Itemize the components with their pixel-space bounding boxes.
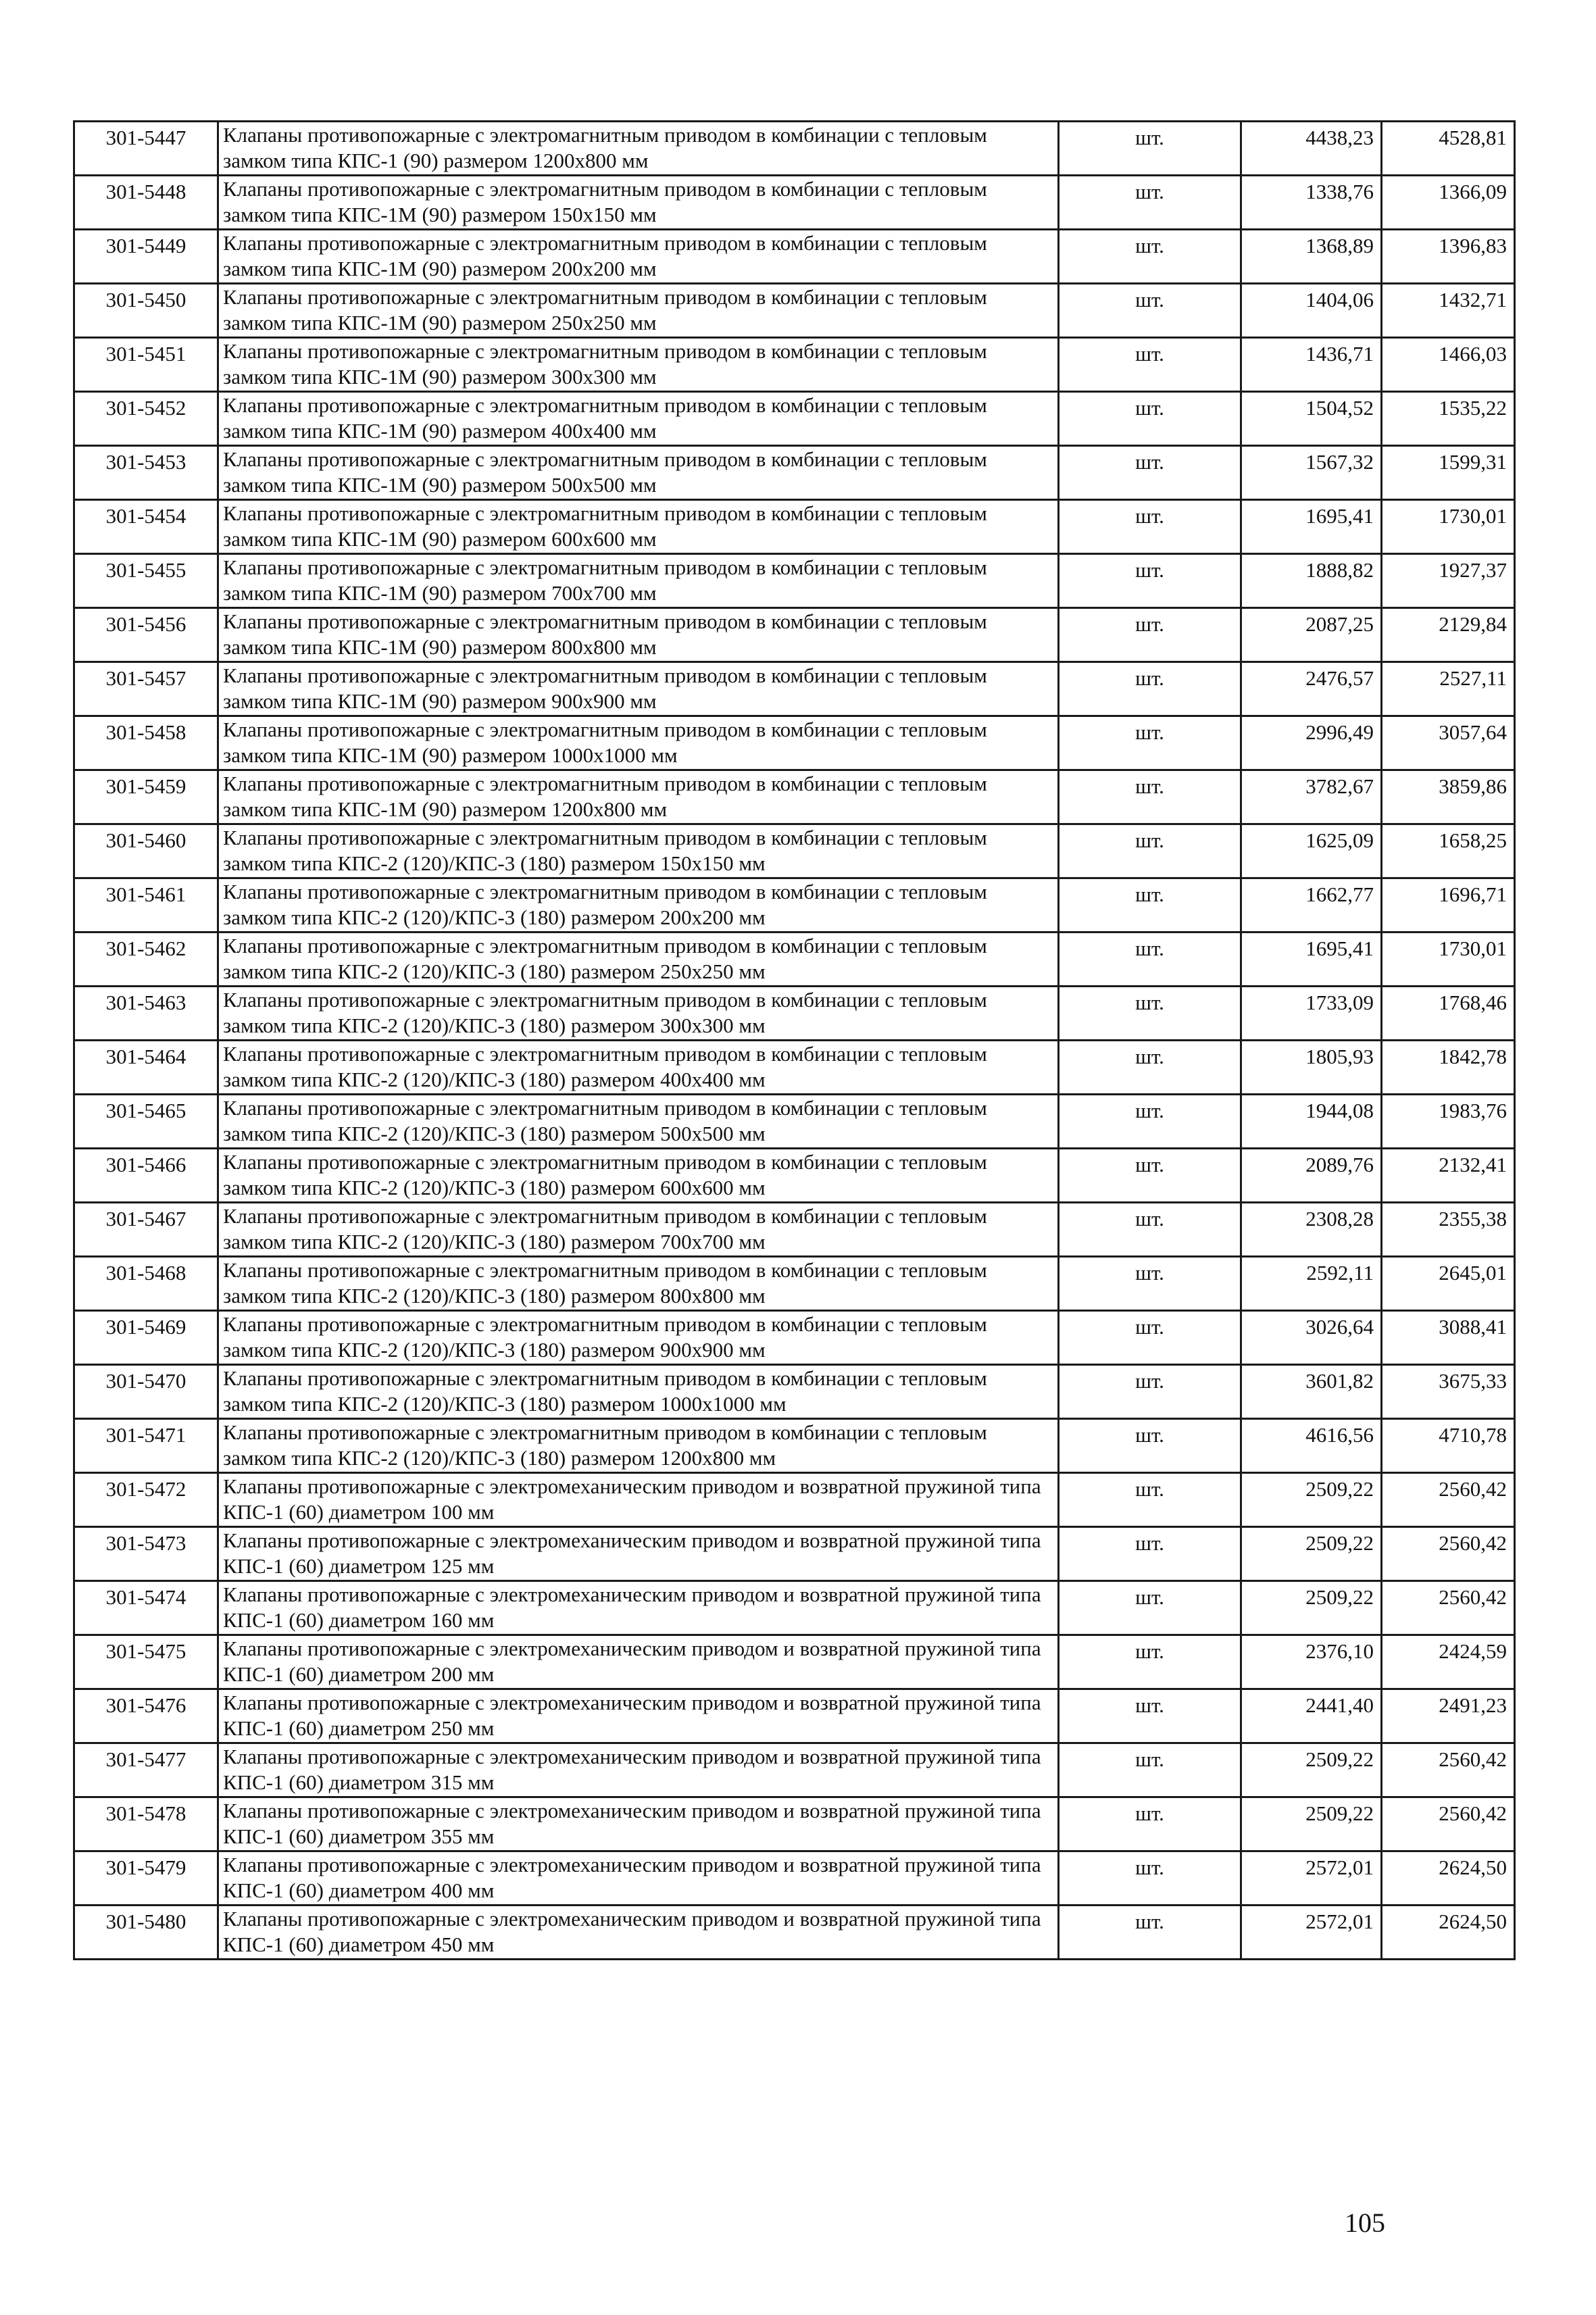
- unit-cell: шт.: [1059, 1581, 1241, 1635]
- unit-cell: шт.: [1059, 1095, 1241, 1149]
- table-row: [74, 230, 1515, 284]
- unit-cell: шт.: [1059, 1797, 1241, 1851]
- description-cell: Клапаны противопожарные с электромеханическим приводом и возвратной пружиной типа КПС-1 (60) диаметром 125 мм: [218, 1527, 1059, 1581]
- price-2-cell: 2624,50: [1382, 1906, 1515, 1960]
- unit-cell: шт.: [1059, 446, 1241, 500]
- price-table: [73, 120, 1516, 1960]
- description-cell: Клапаны противопожарные с электромагнитным приводом в комбинации с тепловым замком типа КПС-1М (90) размером 800x800 мм: [218, 608, 1059, 662]
- price-2-cell: 1927,37: [1382, 554, 1515, 608]
- code-cell: 301-5477: [74, 1743, 218, 1797]
- code-cell: 301-5449: [74, 230, 218, 284]
- price-1-cell: 2376,10: [1241, 1635, 1382, 1689]
- code-cell: 301-5462: [74, 932, 218, 987]
- price-1-cell: 1436,71: [1241, 338, 1382, 392]
- price-1-cell: 1695,41: [1241, 500, 1382, 554]
- description-cell: Клапаны противопожарные с электромагнитным приводом в комбинации с тепловым замком типа КПС-1М (90) размером 1200x800 мм: [218, 770, 1059, 824]
- price-1-cell: 2509,22: [1241, 1743, 1382, 1797]
- table-row: [74, 824, 1515, 878]
- code-cell: 301-5472: [74, 1473, 218, 1527]
- price-1-cell: 1504,52: [1241, 392, 1382, 446]
- unit-cell: шт.: [1059, 1365, 1241, 1419]
- unit-cell: шт.: [1059, 392, 1241, 446]
- unit-cell: шт.: [1059, 1743, 1241, 1797]
- price-1-cell: 2996,49: [1241, 716, 1382, 770]
- table-row: [74, 1311, 1515, 1365]
- price-1-cell: 2476,57: [1241, 662, 1382, 716]
- unit-cell: шт.: [1059, 284, 1241, 338]
- unit-cell: шт.: [1059, 338, 1241, 392]
- price-2-cell: 1768,46: [1382, 987, 1515, 1041]
- table-row: [74, 987, 1515, 1041]
- price-1-cell: 2572,01: [1241, 1906, 1382, 1960]
- table-row: [74, 1906, 1515, 1960]
- code-cell: 301-5478: [74, 1797, 218, 1851]
- unit-cell: шт.: [1059, 824, 1241, 878]
- table-row: [74, 500, 1515, 554]
- unit-cell: шт.: [1059, 932, 1241, 987]
- description-cell: Клапаны противопожарные с электромагнитным приводом в комбинации с тепловым замком типа КПС-2 (120)/КПС-3 (180) размером 250x250 мм: [218, 932, 1059, 987]
- code-cell: 301-5457: [74, 662, 218, 716]
- price-2-cell: 1466,03: [1382, 338, 1515, 392]
- price-1-cell: 2572,01: [1241, 1851, 1382, 1906]
- price-2-cell: 2424,59: [1382, 1635, 1515, 1689]
- table-row: [74, 1365, 1515, 1419]
- description-cell: Клапаны противопожарные с электромагнитным приводом в комбинации с тепловым замком типа КПС-1М (90) размером 150x150 мм: [218, 176, 1059, 230]
- price-2-cell: 1535,22: [1382, 392, 1515, 446]
- code-cell: 301-5448: [74, 176, 218, 230]
- price-2-cell: 4710,78: [1382, 1419, 1515, 1473]
- price-1-cell: 2509,22: [1241, 1581, 1382, 1635]
- table-row: [74, 1473, 1515, 1527]
- unit-cell: шт.: [1059, 662, 1241, 716]
- code-cell: 301-5479: [74, 1851, 218, 1906]
- table-row: [74, 1581, 1515, 1635]
- price-2-cell: 2560,42: [1382, 1473, 1515, 1527]
- unit-cell: шт.: [1059, 176, 1241, 230]
- description-cell: Клапаны противопожарные с электромагнитным приводом в комбинации с тепловым замком типа КПС-1М (90) размером 900x900 мм: [218, 662, 1059, 716]
- description-cell: Клапаны противопожарные с электромагнитным приводом в комбинации с тепловым замком типа КПС-2 (120)/КПС-3 (180) размером 700x700 мм: [218, 1203, 1059, 1257]
- price-1-cell: 1888,82: [1241, 554, 1382, 608]
- table-row: [74, 1041, 1515, 1095]
- price-1-cell: 2441,40: [1241, 1689, 1382, 1743]
- code-cell: 301-5465: [74, 1095, 218, 1149]
- price-2-cell: 2132,41: [1382, 1149, 1515, 1203]
- table-row: [74, 1203, 1515, 1257]
- description-cell: Клапаны противопожарные с электромагнитным приводом в комбинации с тепловым замком типа КПС-2 (120)/КПС-3 (180) размером 400x400 мм: [218, 1041, 1059, 1095]
- description-cell: Клапаны противопожарные с электромеханическим приводом и возвратной пружиной типа КПС-1 (60) диаметром 315 мм: [218, 1743, 1059, 1797]
- price-2-cell: 3859,86: [1382, 770, 1515, 824]
- description-cell: Клапаны противопожарные с электромагнитным приводом в комбинации с тепловым замком типа КПС-1М (90) размером 250x250 мм: [218, 284, 1059, 338]
- price-2-cell: 1396,83: [1382, 230, 1515, 284]
- unit-cell: шт.: [1059, 1419, 1241, 1473]
- table-row: [74, 662, 1515, 716]
- code-cell: 301-5450: [74, 284, 218, 338]
- code-cell: 301-5453: [74, 446, 218, 500]
- description-cell: Клапаны противопожарные с электромеханическим приводом и возвратной пружиной типа КПС-1 (60) диаметром 355 мм: [218, 1797, 1059, 1851]
- table-row: [74, 392, 1515, 446]
- code-cell: 301-5460: [74, 824, 218, 878]
- unit-cell: шт.: [1059, 230, 1241, 284]
- price-2-cell: 3675,33: [1382, 1365, 1515, 1419]
- description-cell: Клапаны противопожарные с электромеханическим приводом и возвратной пружиной типа КПС-1 (60) диаметром 100 мм: [218, 1473, 1059, 1527]
- code-cell: 301-5463: [74, 987, 218, 1041]
- price-2-cell: 2527,11: [1382, 662, 1515, 716]
- description-cell: Клапаны противопожарные с электромеханическим приводом и возвратной пружиной типа КПС-1 (60) диаметром 400 мм: [218, 1851, 1059, 1906]
- table-body: [74, 122, 1515, 1960]
- price-2-cell: 1696,71: [1382, 878, 1515, 932]
- description-cell: Клапаны противопожарные с электромагнитным приводом в комбинации с тепловым замком типа КПС-2 (120)/КПС-3 (180) размером 300x300 мм: [218, 987, 1059, 1041]
- price-2-cell: 3057,64: [1382, 716, 1515, 770]
- price-1-cell: 2592,11: [1241, 1257, 1382, 1311]
- price-1-cell: 4616,56: [1241, 1419, 1382, 1473]
- code-cell: 301-5447: [74, 122, 218, 176]
- unit-cell: шт.: [1059, 1041, 1241, 1095]
- code-cell: 301-5467: [74, 1203, 218, 1257]
- table-row: [74, 338, 1515, 392]
- unit-cell: шт.: [1059, 500, 1241, 554]
- price-2-cell: 2624,50: [1382, 1851, 1515, 1906]
- description-cell: Клапаны противопожарные с электромеханическим приводом и возвратной пружиной типа КПС-1 (60) диаметром 160 мм: [218, 1581, 1059, 1635]
- description-cell: Клапаны противопожарные с электромагнитным приводом в комбинации с тепловым замком типа КПС-2 (120)/КПС-3 (180) размером 600x600 мм: [218, 1149, 1059, 1203]
- price-1-cell: 1695,41: [1241, 932, 1382, 987]
- price-1-cell: 4438,23: [1241, 122, 1382, 176]
- price-2-cell: 2355,38: [1382, 1203, 1515, 1257]
- price-2-cell: 2560,42: [1382, 1581, 1515, 1635]
- description-cell: Клапаны противопожарные с электромагнитным приводом в комбинации с тепловым замком типа КПС-2 (120)/КПС-3 (180) размером 200x200 мм: [218, 878, 1059, 932]
- price-2-cell: 1730,01: [1382, 932, 1515, 987]
- table-row: [74, 554, 1515, 608]
- description-cell: Клапаны противопожарные с электромагнитным приводом в комбинации с тепловым замком типа КПС-2 (120)/КПС-3 (180) размером 900x900 мм: [218, 1311, 1059, 1365]
- price-1-cell: 1567,32: [1241, 446, 1382, 500]
- price-2-cell: 1432,71: [1382, 284, 1515, 338]
- price-1-cell: 1944,08: [1241, 1095, 1382, 1149]
- code-cell: 301-5468: [74, 1257, 218, 1311]
- price-1-cell: 1733,09: [1241, 987, 1382, 1041]
- price-1-cell: 2509,22: [1241, 1473, 1382, 1527]
- code-cell: 301-5475: [74, 1635, 218, 1689]
- description-cell: Клапаны противопожарные с электромеханическим приводом и возвратной пружиной типа КПС-1 (60) диаметром 450 мм: [218, 1906, 1059, 1960]
- price-1-cell: 3026,64: [1241, 1311, 1382, 1365]
- code-cell: 301-5456: [74, 608, 218, 662]
- unit-cell: шт.: [1059, 878, 1241, 932]
- description-cell: Клапаны противопожарные с электромагнитным приводом в комбинации с тепловым замком типа КПС-1М (90) размером 200x200 мм: [218, 230, 1059, 284]
- code-cell: 301-5480: [74, 1906, 218, 1960]
- table-row: [74, 608, 1515, 662]
- unit-cell: шт.: [1059, 1203, 1241, 1257]
- code-cell: 301-5451: [74, 338, 218, 392]
- table-row: [74, 176, 1515, 230]
- description-cell: Клапаны противопожарные с электромагнитным приводом в комбинации с тепловым замком типа КПС-1М (90) размером 500x500 мм: [218, 446, 1059, 500]
- table-row: [74, 1095, 1515, 1149]
- table-row: [74, 1851, 1515, 1906]
- description-cell: Клапаны противопожарные с электромагнитным приводом в комбинации с тепловым замком типа КПС-2 (120)/КПС-3 (180) размером 150x150 мм: [218, 824, 1059, 878]
- unit-cell: шт.: [1059, 1311, 1241, 1365]
- price-1-cell: 2509,22: [1241, 1527, 1382, 1581]
- code-cell: 301-5473: [74, 1527, 218, 1581]
- description-cell: Клапаны противопожарные с электромагнитным приводом в комбинации с тепловым замком типа КПС-1М (90) размером 300x300 мм: [218, 338, 1059, 392]
- price-1-cell: 3782,67: [1241, 770, 1382, 824]
- table-row: [74, 1257, 1515, 1311]
- table-row: [74, 1419, 1515, 1473]
- description-cell: Клапаны противопожарные с электромагнитным приводом в комбинации с тепловым замком типа КПС-2 (120)/КПС-3 (180) размером 1200x800 мм: [218, 1419, 1059, 1473]
- price-1-cell: 2308,28: [1241, 1203, 1382, 1257]
- code-cell: 301-5464: [74, 1041, 218, 1095]
- price-1-cell: 1368,89: [1241, 230, 1382, 284]
- table-row: [74, 1149, 1515, 1203]
- table-row: [74, 932, 1515, 987]
- price-2-cell: 1983,76: [1382, 1095, 1515, 1149]
- unit-cell: шт.: [1059, 122, 1241, 176]
- code-cell: 301-5458: [74, 716, 218, 770]
- unit-cell: шт.: [1059, 1473, 1241, 1527]
- price-1-cell: 1662,77: [1241, 878, 1382, 932]
- price-2-cell: 2560,42: [1382, 1743, 1515, 1797]
- description-cell: Клапаны противопожарные с электромагнитным приводом в комбинации с тепловым замком типа КПС-1М (90) размером 400x400 мм: [218, 392, 1059, 446]
- table-row: [74, 1689, 1515, 1743]
- unit-cell: шт.: [1059, 987, 1241, 1041]
- table-row: [74, 1743, 1515, 1797]
- description-cell: Клапаны противопожарные с электромагнитным приводом в комбинации с тепловым замком типа КПС-2 (120)/КПС-3 (180) размером 1000x1000 мм: [218, 1365, 1059, 1419]
- price-1-cell: 1805,93: [1241, 1041, 1382, 1095]
- unit-cell: шт.: [1059, 608, 1241, 662]
- unit-cell: шт.: [1059, 1635, 1241, 1689]
- code-cell: 301-5459: [74, 770, 218, 824]
- description-cell: Клапаны противопожарные с электромагнитным приводом в комбинации с тепловым замком типа КПС-1 (90) размером 1200x800 мм: [218, 122, 1059, 176]
- code-cell: 301-5476: [74, 1689, 218, 1743]
- table-row: [74, 878, 1515, 932]
- price-2-cell: 2645,01: [1382, 1257, 1515, 1311]
- code-cell: 301-5471: [74, 1419, 218, 1473]
- price-2-cell: 2129,84: [1382, 608, 1515, 662]
- unit-cell: шт.: [1059, 554, 1241, 608]
- table-row: [74, 716, 1515, 770]
- price-2-cell: 1366,09: [1382, 176, 1515, 230]
- price-2-cell: 1658,25: [1382, 824, 1515, 878]
- unit-cell: шт.: [1059, 1689, 1241, 1743]
- price-2-cell: 4528,81: [1382, 122, 1515, 176]
- price-2-cell: 2491,23: [1382, 1689, 1515, 1743]
- description-cell: Клапаны противопожарные с электромагнитным приводом в комбинации с тепловым замком типа КПС-1М (90) размером 600x600 мм: [218, 500, 1059, 554]
- price-2-cell: 3088,41: [1382, 1311, 1515, 1365]
- table-row: [74, 446, 1515, 500]
- price-1-cell: 2509,22: [1241, 1797, 1382, 1851]
- table-row: [74, 770, 1515, 824]
- unit-cell: шт.: [1059, 1527, 1241, 1581]
- price-2-cell: 2560,42: [1382, 1527, 1515, 1581]
- price-1-cell: 1338,76: [1241, 176, 1382, 230]
- code-cell: 301-5455: [74, 554, 218, 608]
- description-cell: Клапаны противопожарные с электромеханическим приводом и возвратной пружиной типа КПС-1 (60) диаметром 200 мм: [218, 1635, 1059, 1689]
- code-cell: 301-5454: [74, 500, 218, 554]
- unit-cell: шт.: [1059, 1257, 1241, 1311]
- price-2-cell: 1599,31: [1382, 446, 1515, 500]
- price-1-cell: 1625,09: [1241, 824, 1382, 878]
- unit-cell: шт.: [1059, 770, 1241, 824]
- table-row: [74, 122, 1515, 176]
- unit-cell: шт.: [1059, 1906, 1241, 1960]
- code-cell: 301-5474: [74, 1581, 218, 1635]
- table-row: [74, 284, 1515, 338]
- price-1-cell: 2087,25: [1241, 608, 1382, 662]
- table-row: [74, 1797, 1515, 1851]
- code-cell: 301-5452: [74, 392, 218, 446]
- description-cell: Клапаны противопожарные с электромагнитным приводом в комбинации с тепловым замком типа КПС-2 (120)/КПС-3 (180) размером 500x500 мм: [218, 1095, 1059, 1149]
- price-1-cell: 3601,82: [1241, 1365, 1382, 1419]
- table-row: [74, 1527, 1515, 1581]
- price-1-cell: 1404,06: [1241, 284, 1382, 338]
- price-2-cell: 2560,42: [1382, 1797, 1515, 1851]
- code-cell: 301-5461: [74, 878, 218, 932]
- description-cell: Клапаны противопожарные с электромагнитным приводом в комбинации с тепловым замком типа КПС-2 (120)/КПС-3 (180) размером 800x800 мм: [218, 1257, 1059, 1311]
- unit-cell: шт.: [1059, 1149, 1241, 1203]
- price-2-cell: 1842,78: [1382, 1041, 1515, 1095]
- page-number: 105: [1345, 2208, 1385, 2238]
- unit-cell: шт.: [1059, 716, 1241, 770]
- code-cell: 301-5466: [74, 1149, 218, 1203]
- code-cell: 301-5469: [74, 1311, 218, 1365]
- table-row: [74, 1635, 1515, 1689]
- description-cell: Клапаны противопожарные с электромагнитным приводом в комбинации с тепловым замком типа КПС-1М (90) размером 700x700 мм: [218, 554, 1059, 608]
- price-2-cell: 1730,01: [1382, 500, 1515, 554]
- price-1-cell: 2089,76: [1241, 1149, 1382, 1203]
- description-cell: Клапаны противопожарные с электромеханическим приводом и возвратной пружиной типа КПС-1 (60) диаметром 250 мм: [218, 1689, 1059, 1743]
- description-cell: Клапаны противопожарные с электромагнитным приводом в комбинации с тепловым замком типа КПС-1М (90) размером 1000x1000 мм: [218, 716, 1059, 770]
- unit-cell: шт.: [1059, 1851, 1241, 1906]
- code-cell: 301-5470: [74, 1365, 218, 1419]
